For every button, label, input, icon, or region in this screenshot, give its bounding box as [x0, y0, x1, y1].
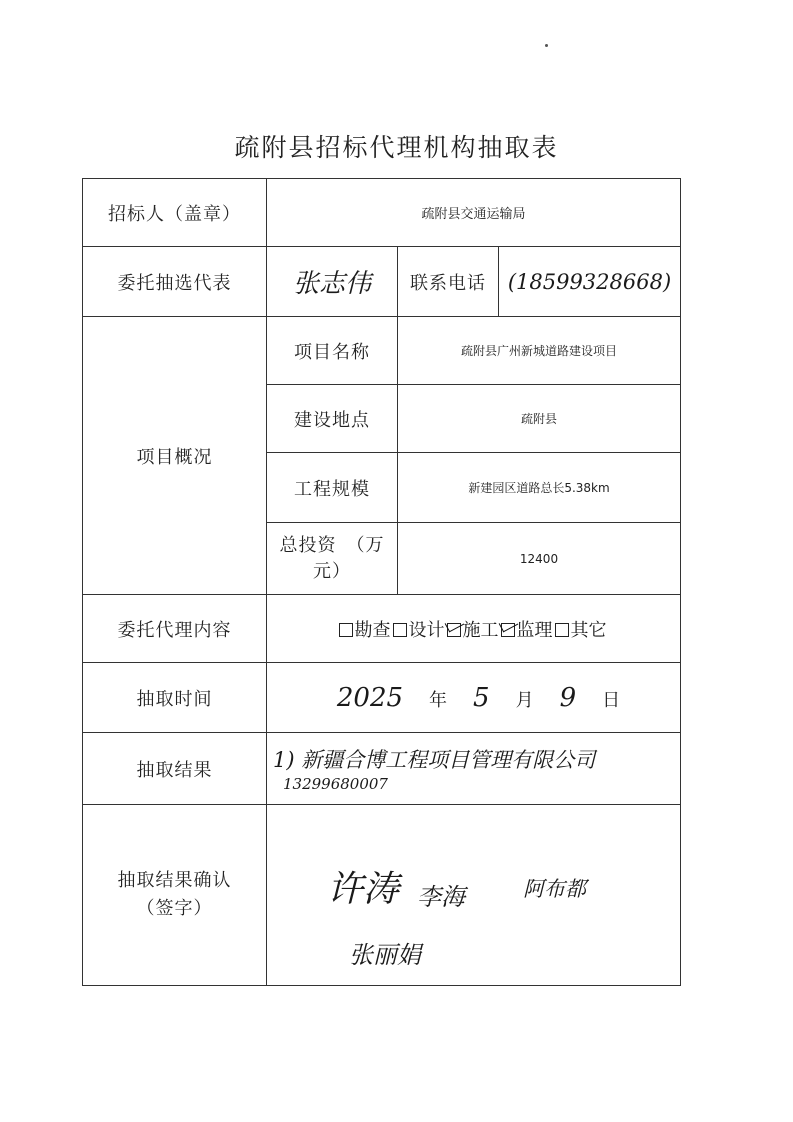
checkbox-icon — [555, 623, 569, 637]
month-unit: 月 — [515, 689, 534, 711]
date-day: 9 — [559, 682, 577, 713]
scope-option-label: 施工 — [462, 619, 499, 641]
selection-date — [319, 682, 628, 713]
signature-1: 许涛 — [327, 869, 400, 910]
confirm-label — [83, 805, 267, 986]
scope-option-4 — [555, 620, 607, 641]
confirm-label-line2: （签字） — [136, 898, 213, 919]
investment-label-line2: 元） — [313, 560, 351, 582]
investment-value: 12400 — [398, 523, 681, 595]
scope-option-label: 其它 — [570, 619, 607, 641]
scope-options — [339, 620, 609, 641]
checkbox-icon — [339, 623, 353, 637]
result-value-cell — [267, 733, 681, 805]
time-value-cell — [267, 663, 681, 733]
checkbox-icon — [393, 623, 407, 637]
scope-option-label: 监理 — [516, 619, 553, 641]
confirm-label-line1: 抽取结果确认 — [117, 870, 232, 891]
scale-label: 工程规模 — [267, 453, 398, 523]
investment-label — [267, 523, 398, 595]
day-unit: 日 — [602, 689, 621, 711]
delegate-label: 委托抽选代表 — [83, 247, 267, 317]
signature-2: 李海 — [417, 883, 465, 911]
phone-cell — [499, 247, 681, 317]
phone-label: 联系电话 — [398, 247, 499, 317]
time-label: 抽取时间 — [83, 663, 267, 733]
scope-option-2 — [447, 620, 499, 641]
scope-label: 委托代理内容 — [83, 595, 267, 663]
page-title: 疏附县招标代理机构抽取表 — [234, 133, 559, 162]
scope-option-label: 设计 — [408, 619, 445, 641]
year-unit: 年 — [429, 689, 448, 711]
overview-label: 项目概况 — [83, 317, 267, 595]
scope-option-3 — [501, 620, 553, 641]
checkbox-icon — [447, 623, 461, 637]
scope-options-cell — [267, 595, 681, 663]
tenderer-value: 疏附县交通运输局 — [267, 179, 681, 247]
signature-3: 阿布都 — [523, 877, 586, 901]
project-name-value: 疏附县广州新城道路建设项目 — [398, 317, 681, 385]
location-label: 建设地点 — [267, 385, 398, 453]
tenderer-label: 招标人（盖章） — [83, 179, 267, 247]
scope-option-0 — [339, 620, 391, 641]
delegate-signature-cell — [267, 247, 398, 317]
result-label: 抽取结果 — [83, 733, 267, 805]
selection-form-table — [82, 178, 681, 986]
project-name-label: 项目名称 — [267, 317, 398, 385]
phone-value: (18599328668) — [507, 269, 672, 294]
scope-option-label: 勘查 — [354, 619, 391, 641]
scan-artifact — [545, 44, 548, 47]
checkbox-icon — [501, 623, 515, 637]
confirm-signatures-cell — [267, 805, 681, 986]
date-month: 5 — [473, 682, 490, 713]
signature-4: 张丽娟 — [349, 941, 421, 969]
investment-label-line1: 总投资 （万 — [279, 534, 385, 556]
scale-value: 新建园区道路总长5.38km — [398, 453, 681, 523]
date-year: 2025 — [336, 682, 404, 713]
result-company: 1) 新疆合博工程项目管理有限公司 — [273, 748, 596, 772]
result-phone: 13299680007 — [283, 775, 388, 793]
location-value: 疏附县 — [398, 385, 681, 453]
delegate-signature: 张志伟 — [292, 269, 371, 299]
scope-option-1 — [393, 620, 445, 641]
